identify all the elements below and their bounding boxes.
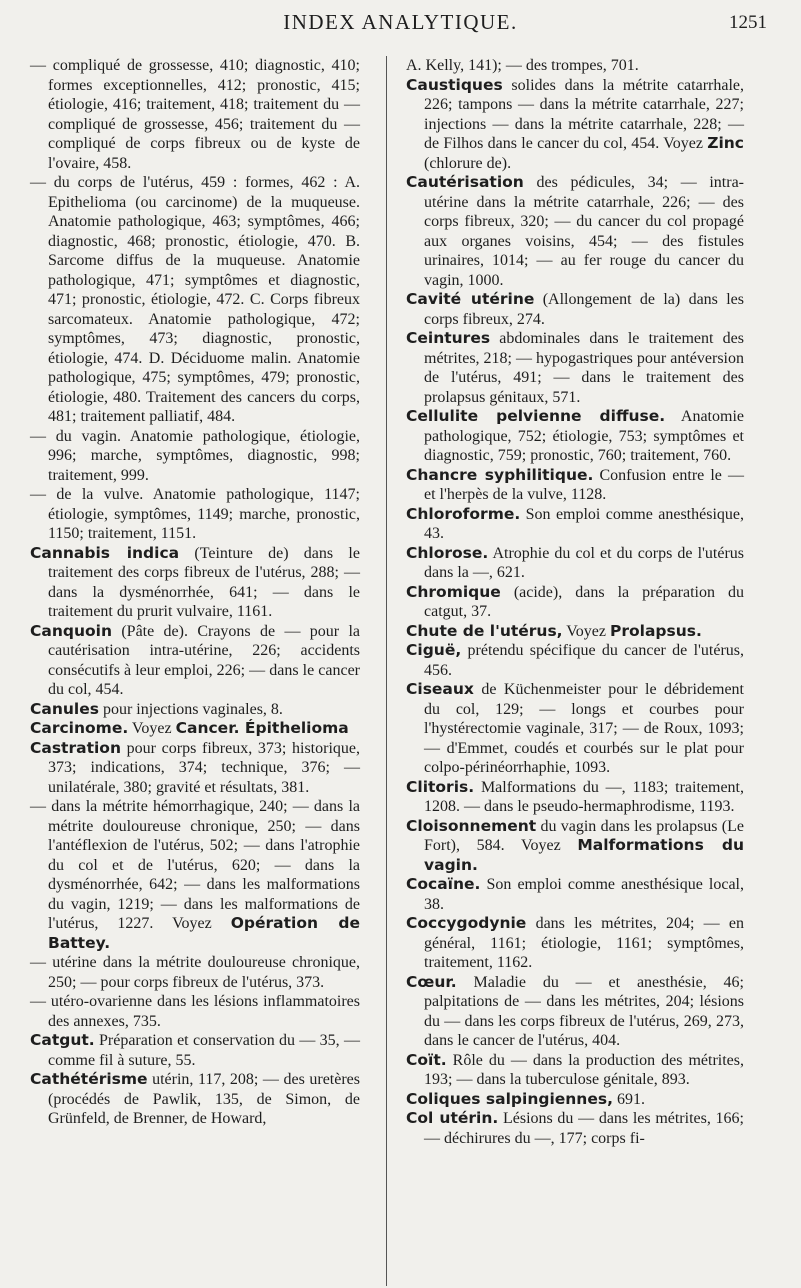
entry-text: Confusion entre le — et l'herpès de la vulve, 1128. [424, 466, 745, 503]
left-column [30, 56, 360, 1288]
index-entry [406, 622, 744, 642]
page-title: INDEX ANALYTIQUE. [283, 10, 518, 34]
index-entry [30, 700, 360, 720]
entry-heading: Chromique [406, 582, 501, 601]
entry-text: — du corps de l'utérus, 459 : formes, 462 : A. Epithelioma (ou carcinome) de la muqueuse. Anatomie pathologique, 463; symptômes, 466; diagnostic, 468; pronostic, étiologie, 470. B. Sarcome diffus de la muqueuse. Anatomie pathologique, 471; symptômes et diagnostic, 471; pronostic, étiologie, 472. C. Corps fibreux sarcomateux. Anatomie pathologique, 472; symptômes, 473; diagnostic, pronostic, étiologie, 474. D. Déciduome malin. Anatomie pathologique, 475; symptômes, 479; pronostic, étiologie, 480. Traitement des cancers du corps, 481; traitement palliatif, 484. [30, 174, 360, 425]
entry-heading: Clitoris. [406, 777, 475, 796]
index-entry [30, 953, 360, 992]
entry-text: Lésions du — dans les métrites, 166; — déchirures du —, 177; corps fi- [424, 1110, 744, 1147]
entry-text: prétendu spécifique du cancer de l'utérus, 456. [424, 642, 744, 679]
entry-tail: (chlorure de). [424, 154, 512, 172]
index-entry [406, 875, 744, 914]
index-entry [406, 1090, 744, 1110]
entry-heading: Col utérin. [406, 1109, 499, 1127]
index-entry [30, 622, 360, 700]
entry-text: Son emploi comme anesthésique local, 38. [424, 876, 744, 913]
entry-heading: Cannabis indica [30, 543, 180, 562]
entry-heading: Ciseaux [406, 680, 474, 698]
entry-text: Atrophie du col et du corps de l'utérus dans la —, 621. [424, 544, 744, 581]
entry-text: — de la vulve. Anatomie pathologique, 1147; étiologie, symptômes, 1149; marche, pronostic, 1150; traitement, 1151. [30, 486, 360, 542]
entry-text: des pédicules, 34; — intra-utérine dans la métrite catarrhale, 226; — des corps fibreux, 320; — du cancer du col propagé aux organes voisins, 454; — des fistules urinaires, 1014; — au fer rouge du cancer du vagin, 1000. [424, 174, 744, 289]
entry-text: (Teinture de) dans le traitement des corps fibreux de l'utérus, 288; — dans la dysménorrhée, 641; — dans le traitement du prurit vulvaire, 1161. [48, 544, 360, 620]
entry-text: A. Kelly, 141); — des trompes, 701. [406, 57, 639, 74]
entry-heading: Coliques salpingiennes, [406, 1089, 613, 1108]
entry-text: Malformations du —, 1183; traitement, 1208. — dans le pseudo-hermaphrodisme, 1193. [424, 778, 744, 815]
entry-text: Rôle du — dans la production des métrites, 193; — dans la tuberculose génitale, 893. [424, 1051, 744, 1088]
index-entry [406, 641, 744, 680]
index-entry [406, 914, 744, 973]
index-entry [406, 583, 744, 622]
index-entry [30, 1070, 360, 1129]
entry-heading: Catgut. [30, 1031, 95, 1049]
index-entry [30, 544, 360, 622]
entry-heading: Chancre syphilitique. [406, 465, 594, 484]
entry-heading: Ciguë, [406, 641, 462, 659]
entry-text: Voyez [128, 720, 176, 737]
entry-text: abdominales dans le traitement des métrites, 218; — hypogastriques pour antéversion de l'utérus, 491; — dans le traitement des prolapsus génitaux, 571. [424, 330, 744, 406]
entry-text: 691. [612, 1090, 645, 1108]
entry-heading: Cautérisation [406, 173, 524, 191]
index-entry [406, 544, 744, 583]
entry-text: — du vagin. Anatomie pathologique, étiologie, 996; marche, symptômes, diagnostic, 998; traitement, 999. [30, 427, 360, 484]
index-entry [406, 1109, 744, 1148]
entry-heading: Canules [30, 699, 99, 718]
page-number: 1251 [729, 12, 767, 33]
index-entry [406, 76, 744, 174]
entry-cross-reference: Prolapsus. [609, 621, 702, 640]
column-divider [386, 56, 387, 1286]
entry-heading: Ceintures [406, 329, 491, 347]
entry-text: Anatomie pathologique, 752; étiologie, 753; symptômes et diagnostic, 759; pronostic, 760; traitement, 760. [424, 408, 744, 464]
index-entry [406, 505, 744, 544]
entry-text: — utéro-ovarienne dans les lésions inflammatoires des annexes, 735. [30, 993, 360, 1030]
index-entry [30, 485, 360, 544]
index-entry [406, 407, 744, 466]
page-header [0, 10, 801, 46]
entry-cross-reference: Zinc [707, 134, 744, 152]
index-entry [406, 56, 744, 76]
entry-text: de Küchenmeister pour le débridement du col, 129; — longs et courbes pour l'hystérectomie vaginale, 317; — de Roux, 1093; — d'Emmet, coudés et courbés sur le plat pour colpo-périnéorrhaphie, 1093. [424, 681, 744, 776]
index-entry [406, 817, 744, 876]
index-entry [406, 680, 744, 778]
entry-cross-reference: Opération de Battey. [48, 914, 360, 952]
entry-text: du vagin dans les prolapsus (Le Fort), 584. Voyez [424, 817, 744, 854]
index-entry [30, 797, 360, 953]
entry-text: Préparation et conservation du — 35, — comme fil à suture, 55. [48, 1032, 360, 1069]
entry-heading: Cloisonnement [406, 816, 537, 835]
entry-heading: Chute de l'utérus, [406, 621, 563, 640]
entry-cross-reference: Malformations du vagin. [424, 836, 744, 874]
entry-heading: Cœur. [406, 972, 457, 991]
entry-heading: Coït. [406, 1050, 447, 1069]
entry-text: Son emploi comme anesthésique, 43. [424, 505, 744, 542]
index-entry [30, 173, 360, 427]
entry-heading: Cathétérisme [30, 1070, 148, 1088]
entry-heading: Carcinome. [30, 719, 129, 737]
entry-text: — dans la métrite hémorrhagique, 240; — dans la métrite douloureuse chronique, 250; — dans l'antéflexion de l'utérus, 502; — dans l'atrophie du col et de l'utérus, 620; — dans la dysménorrhée, 642; — dans les malformations du vagin, 1219; — dans les malformations de l'utérus, 1227. Voyez [30, 798, 360, 932]
entry-text: dans les métrites, 204; — en général, 1161; étiologie, 1161; symptômes, traitement, 1162. [424, 915, 744, 971]
entry-heading: Caustiques [406, 75, 503, 94]
entry-heading: Cellulite pelvienne diffuse. [406, 407, 666, 425]
index-entry [406, 290, 744, 329]
entry-heading: Chlorose. [406, 543, 489, 562]
index-entry [406, 466, 744, 505]
index-entry [30, 1031, 360, 1070]
index-entry [406, 973, 744, 1051]
index-entry [30, 739, 360, 798]
index-entry [406, 778, 744, 817]
index-entry [406, 1051, 744, 1090]
entry-text: (acide), dans la préparation du catgut, 37. [424, 583, 744, 620]
entry-heading: Cocaïne. [406, 875, 481, 893]
entry-text: — utérine dans la métrite douloureuse chronique, 250; — pour corps fibreux de l'utérus, 373. [30, 954, 360, 991]
entry-text: pour injections vaginales, 8. [98, 700, 283, 718]
index-entry [406, 329, 744, 407]
index-entry [30, 719, 360, 739]
entry-text: (Allongement de la) dans les corps fibreux, 274. [424, 291, 744, 328]
entry-heading: Castration [30, 738, 121, 757]
index-entry [30, 56, 360, 173]
right-column [406, 56, 744, 1288]
entry-text: (Pâte de). Crayons de — pour la cautérisation intra-utérine, 226; accidents consécutifs à leur emploi, 226; — dans le cancer du col, 454. [48, 622, 360, 698]
entry-cross-reference: Cancer. Épithelioma [175, 719, 349, 737]
entry-text: Voyez [562, 622, 610, 640]
entry-heading: Canquoin [30, 621, 112, 640]
entry-text: utérin, 117, 208; — des uretères (procédés de Pawlik, 135, de Simon, de Grünfeld, de Brenner, de Howard, [48, 1071, 360, 1127]
entry-text: Maladie du — et anesthésie, 46; palpitations de — dans les métrites, 204; lésions du — dans les corps fibreux de l'utérus, 269, 273, dans le cancer de l'utérus, 404. [424, 973, 744, 1049]
entry-text: — compliqué de grossesse, 410; diagnostic, 410; formes exceptionnelles, 412; pronostic, 415; étiologie, 416; traitement, 418; traitement du — compliqué de grossesse, 456; traitement du — compliqué de corps fibreux ou de kyste de l'ovaire, 458. [30, 57, 360, 172]
entry-heading: Cavité utérine [406, 290, 535, 308]
entry-text: pour corps fibreux, 373; historique, 373; indications, 374; technique, 376; — unilatérale, 380; gravité et résultats, 381. [48, 739, 360, 796]
index-entry [406, 173, 744, 290]
entry-heading: Coccygodynie [406, 914, 527, 932]
entry-heading: Chloroforme. [406, 504, 521, 523]
index-entry [30, 427, 360, 486]
entry-text: solides dans la métrite catarrhale, 226; tampons — dans la métrite catarrhale, 227; injections — dans la métrite catarrhale, 228; — de Filhos dans le cancer du col, 454. Voyez [424, 76, 744, 152]
index-entry [30, 992, 360, 1031]
